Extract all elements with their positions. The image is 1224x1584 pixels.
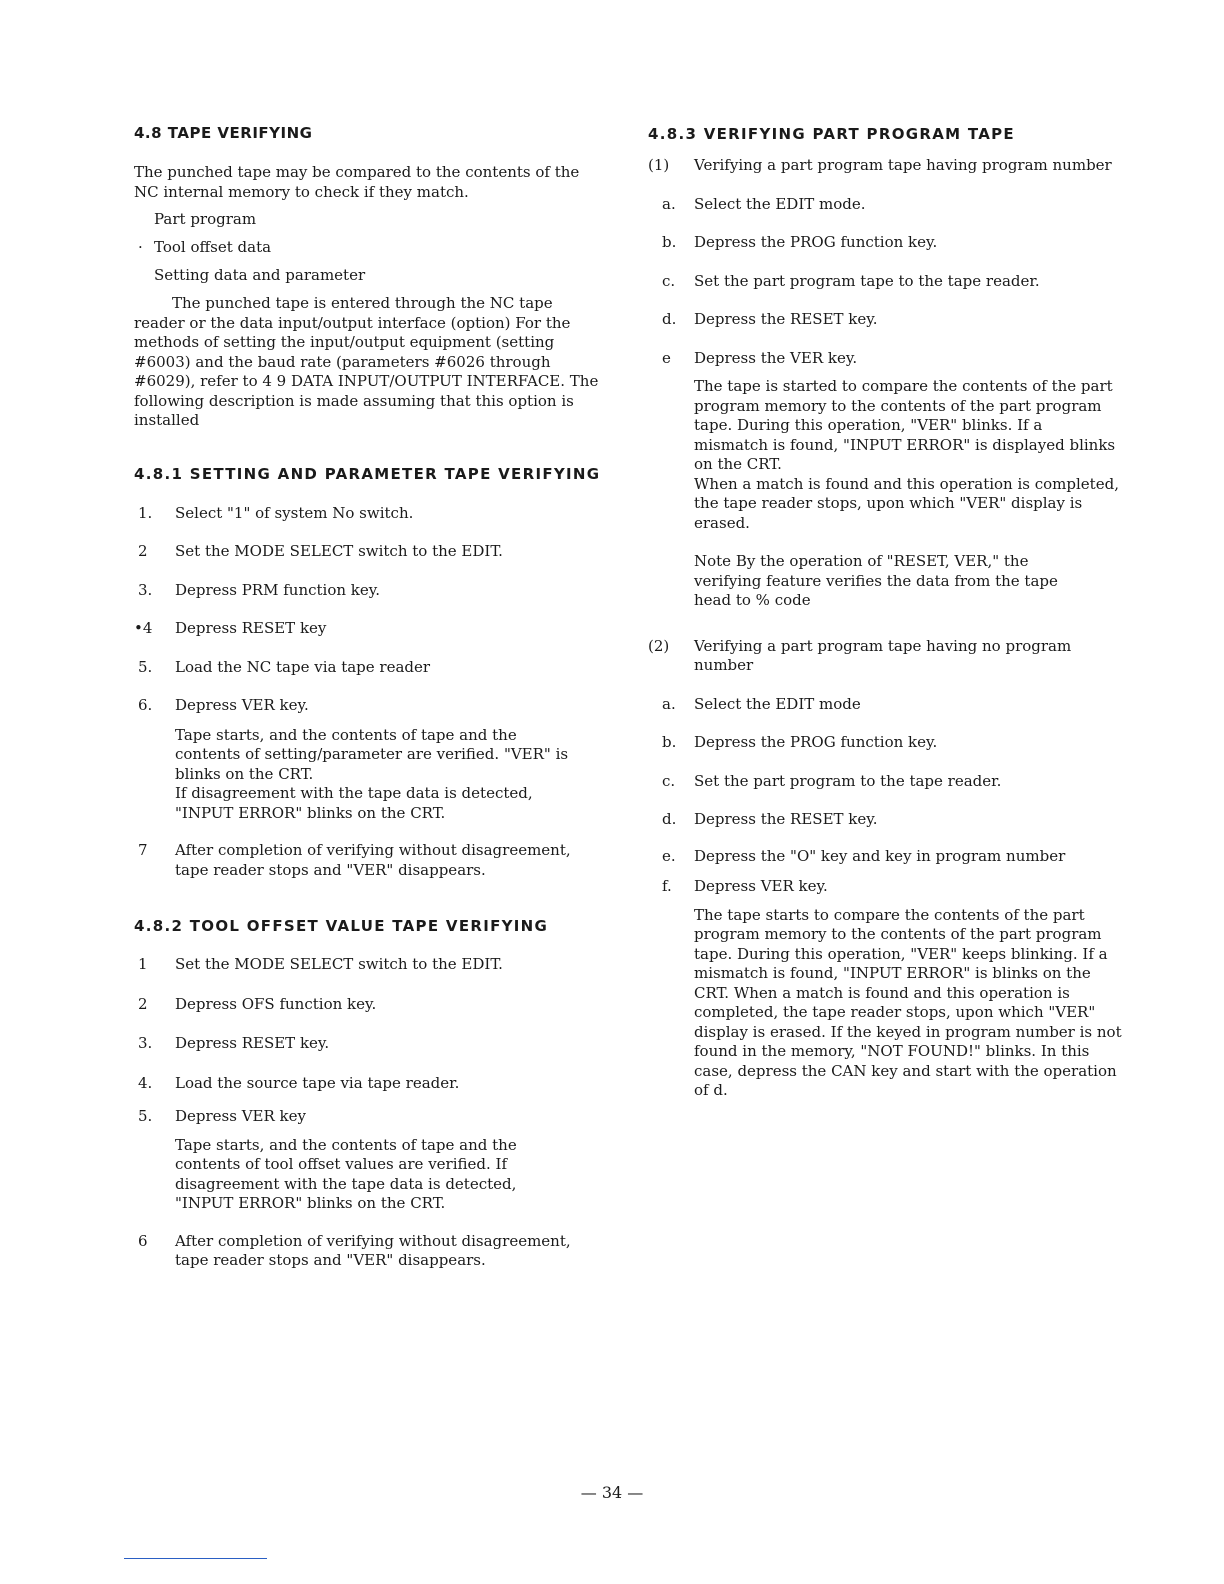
procedure-2-steps	[648, 695, 1128, 897]
step-item	[648, 349, 1128, 369]
step-number: 7	[138, 841, 148, 859]
procedure-1-detail	[648, 377, 1120, 533]
step-item	[648, 733, 1128, 753]
step-text: Set the MODE SELECT switch to the EDIT.	[175, 955, 503, 973]
step-text: Load the NC tape via tape reader	[175, 657, 431, 676]
step-item	[134, 1107, 604, 1127]
intro-paragraph: The punched tape may be compared to the contents of the NC internal memory to check if they match.	[134, 163, 580, 201]
step-item	[134, 1232, 604, 1271]
step-letter: b.	[662, 233, 677, 251]
step-number: 5.	[138, 657, 153, 676]
step-item	[134, 696, 604, 716]
sec2-steps	[134, 955, 604, 1127]
step-number: •4	[134, 619, 153, 637]
detail-text: The tape is started to compare the contents of the part program memory to the contents of the part program tape. During this operation, "VER" blinks. If a mismatch is found, "INPUT ERROR" is displayed blinks on the CRT.	[694, 377, 1116, 473]
step-text: Set the part program tape to the tape reader.	[694, 271, 1040, 290]
step-number: 6	[138, 1231, 148, 1250]
step-text: Depress VER key.	[694, 877, 828, 895]
step-letter: e.	[662, 846, 676, 865]
step-text: Depress the "O" key and key in program number	[694, 846, 1066, 865]
step-item	[134, 955, 604, 975]
step-letter: c.	[662, 771, 676, 790]
step-item	[134, 504, 604, 524]
step-text: Depress VER key	[175, 1107, 307, 1125]
step-text: Set the MODE SELECT switch to the EDIT.	[175, 542, 503, 560]
step-item	[648, 310, 1128, 330]
list-item	[134, 238, 604, 257]
step-item	[648, 772, 1128, 792]
step-letter: a.	[662, 694, 676, 713]
step-text: Select the EDIT mode	[694, 694, 861, 713]
procedure-2-detail: The tape starts to compare the contents of the part program memory to the contents of the part program tape. During this operation, "VER" keeps blinking. If a mismatch is found, "INPUT ERROR" is blinks on the CRT. When a match is found and this operation is completed, the tape reader stops, upon which "VER" display is erased. If the keyed in program number is not found in the memory, "NOT FOUND!" blinks. In this case, depress the CAN key and start with the operation of d.	[694, 905, 1122, 1099]
right-column	[648, 124, 1128, 1101]
step-number: 6.	[138, 696, 153, 714]
step-letter: b.	[662, 733, 677, 751]
step-item	[648, 272, 1128, 292]
step-letter: a.	[662, 194, 676, 213]
step-item	[134, 619, 604, 639]
sec1-step6-detail	[134, 726, 575, 824]
list-item-text: Part program	[154, 210, 257, 228]
step-item	[134, 581, 604, 601]
procedure-text: Verifying a part program tape having no program number	[694, 636, 1072, 674]
step-text: Depress VER key.	[175, 696, 309, 714]
step-text: Depress the PROG function key.	[694, 233, 938, 251]
step-item	[648, 877, 1128, 897]
step-number: 1.	[138, 503, 153, 522]
step-letter: f.	[662, 877, 672, 895]
left-column	[134, 124, 604, 1271]
step-text: Depress PRM function key.	[175, 580, 381, 599]
sec2-step5-detail: Tape starts, and the contents of tape and the contents of tool offset values are verified. If disagreement with the tape data is detected, "INPUT ERROR" blinks on the CRT.	[175, 1135, 517, 1212]
step-text: Depress the VER key.	[694, 348, 858, 367]
step-letter: d.	[662, 810, 677, 828]
step-item	[134, 658, 604, 678]
step-number: 3.	[138, 1034, 153, 1052]
step-item	[648, 233, 1128, 253]
step-number: 4.	[138, 1073, 153, 1092]
bottom-rule	[124, 1558, 267, 1559]
detail-text: Tape starts, and the contents of tape and the contents of setting/parameter are verified. "VER" is blinks on the CRT.	[175, 725, 569, 783]
step-item	[134, 1074, 604, 1094]
step-letter: c.	[662, 271, 676, 290]
procedure-text: Verifying a part program tape having program number	[694, 156, 1112, 174]
step-text: Select "1" of system No switch.	[175, 503, 414, 522]
step-text: After completion of verifying without disagreement, tape reader stops and "VER" disappears.	[175, 841, 571, 879]
detail-text: When a match is found and this operation is completed, the tape reader stops, upon which "VER" display is erased.	[694, 474, 1119, 532]
step-letter: e	[662, 348, 671, 367]
step-item	[648, 195, 1128, 215]
step-text: After completion of verifying without disagreement, tape reader stops and "VER" disappears.	[175, 1231, 571, 1269]
body-paragraph: The punched tape is entered through the NC tape reader or the data input/output interface (option) For the methods of setting the input/output equipment (setting #6003) and the baud rate (parameters #6026 through #6029), refer to 4 9 DATA INPUT/OUTPUT INTERFACE. The following description is made assuming that this option is installed	[134, 294, 599, 429]
step-text: Depress RESET key.	[175, 1034, 330, 1052]
step-text: Depress the RESET key.	[694, 310, 878, 328]
step-number: 5.	[138, 1107, 153, 1125]
procedure-number: (1)	[648, 156, 670, 174]
step-text: Select the EDIT mode.	[694, 194, 866, 213]
section-heading: 4.8 TAPE VERIFYING	[134, 124, 313, 142]
step-text: Load the source tape via tape reader.	[175, 1073, 460, 1092]
step-item	[648, 695, 1128, 715]
step-number: 3.	[138, 580, 153, 599]
procedure-1-steps	[648, 195, 1128, 369]
step-item	[134, 1034, 604, 1054]
page-number: — 34 —	[580, 1483, 644, 1502]
verify-items-list	[134, 210, 604, 285]
step-number: 2	[138, 542, 148, 560]
detail-text: If disagreement with the tape data is detected, "INPUT ERROR" blinks on the CRT.	[175, 784, 533, 822]
step-letter: d.	[662, 310, 677, 328]
step-item	[134, 995, 604, 1015]
step-number: 1	[138, 955, 148, 973]
step-item	[134, 542, 604, 562]
sec2-title: 4.8.2 TOOL OFFSET VALUE TAPE VERIFYING	[134, 917, 549, 935]
sec1-title: 4.8.1 SETTING AND PARAMETER TAPE VERIFYING	[134, 464, 601, 483]
step-text: Depress the RESET key.	[694, 810, 878, 828]
sec3-title: 4.8.3 VERIFYING PART PROGRAM TAPE	[648, 125, 1015, 143]
sec1-steps	[134, 504, 604, 716]
list-item	[134, 210, 604, 229]
procedure-2	[648, 637, 1128, 676]
step-text: Depress RESET key	[175, 619, 327, 637]
procedure-1-note: Note By the operation of "RESET, VER," the verifying feature verifies the data from the tape head to % code	[694, 552, 1058, 609]
procedure-number: (2)	[648, 636, 670, 655]
procedure-1	[648, 156, 1128, 176]
step-text: Set the part program to the tape reader.	[694, 771, 1002, 790]
step-item	[648, 847, 1128, 867]
step-item	[134, 841, 604, 880]
list-item	[134, 266, 604, 285]
step-text: Depress OFS function key.	[175, 994, 377, 1013]
list-item-text: Tool offset data	[154, 238, 272, 256]
step-number: 2	[138, 994, 148, 1013]
step-item	[648, 810, 1128, 830]
list-item-text: Setting data and parameter	[154, 266, 366, 284]
step-text: Depress the PROG function key.	[694, 733, 938, 751]
bullet-mark: ·	[138, 238, 143, 256]
